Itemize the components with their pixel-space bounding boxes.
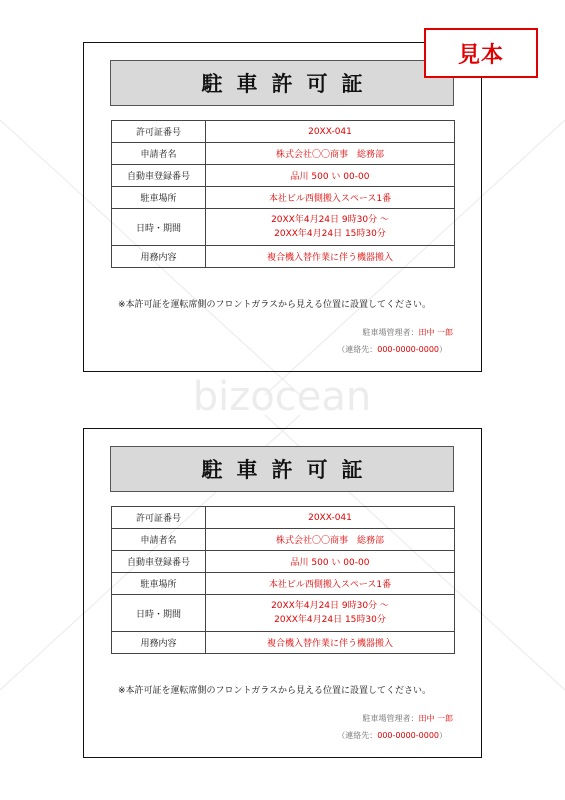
row-label: 駐車場所 [112,187,206,209]
row-label: 自動車登録番号 [112,551,206,573]
contact-suffix: ） [439,345,447,354]
manager-name: 田中 一郎 [418,714,453,723]
row-label: 申請者名 [112,143,206,165]
row-value: 品川 500 い 00-00 [206,165,455,187]
permit-title: 駐車許可証 [201,72,377,96]
row-value [206,595,455,632]
row-value: 株式会社〇〇商事 総務部 [206,143,455,165]
row-label: 許可証番号 [112,121,206,143]
permit-title: 駐車許可証 [201,458,377,482]
row-value-line: 20XX年4月24日 9時30分 ～ [271,601,389,611]
contact-line [337,730,447,741]
table-row [112,595,455,632]
manager-line [362,327,453,338]
row-value: 20XX-041 [206,121,455,143]
row-label: 駐車場所 [112,573,206,595]
row-value: 20XX-041 [206,507,455,529]
row-label: 許可証番号 [112,507,206,529]
contact-line [337,344,447,355]
permit-card-1 [83,42,482,372]
table-row [112,632,455,654]
row-label: 申請者名 [112,529,206,551]
table-row [112,246,455,268]
table-row [112,187,455,209]
manager-label: 駐車場管理者： [362,714,419,723]
row-label: 日時・期間 [112,209,206,246]
table-row [112,573,455,595]
table-row [112,507,455,529]
row-value: 品川 500 い 00-00 [206,551,455,573]
permit-info-table [111,506,455,654]
permit-info-table [111,120,455,268]
placement-note: ※本許可証を運転席側のフロントガラスから見える位置に設置してください。 [118,300,432,310]
row-value: 複合機入替作業に伴う機器搬入 [206,246,455,268]
contact-phone: 000-0000-0000 [377,731,439,740]
title-box [110,446,454,492]
table-row [112,209,455,246]
title-box [110,60,454,106]
contact-phone: 000-0000-0000 [377,345,439,354]
table-row [112,121,455,143]
manager-name: 田中 一郎 [418,328,453,337]
table-row [112,551,455,573]
row-label: 自動車登録番号 [112,165,206,187]
manager-line [362,713,453,724]
permit-card-2 [83,428,482,758]
row-value: 本社ビル西側搬入スペース1番 [206,573,455,595]
table-row [112,529,455,551]
row-label: 用務内容 [112,632,206,654]
placement-note: ※本許可証を運転席側のフロントガラスから見える位置に設置してください。 [118,686,432,696]
table-row [112,165,455,187]
watermark-text: bizocean [192,374,372,420]
row-value [206,209,455,246]
row-value-line: 20XX年4月24日 15時30分 [274,229,386,239]
contact-suffix: ） [439,731,447,740]
table-row [112,143,455,165]
row-value: 株式会社〇〇商事 総務部 [206,529,455,551]
row-label: 日時・期間 [112,595,206,632]
row-value: 複合機入替作業に伴う機器搬入 [206,632,455,654]
contact-prefix: （連絡先： [337,731,378,740]
row-value-line: 20XX年4月24日 9時30分 ～ [271,215,389,225]
row-value: 本社ビル西側搬入スペース1番 [206,187,455,209]
sample-stamp: 見本 [424,28,538,78]
row-value-line: 20XX年4月24日 15時30分 [274,615,386,625]
manager-label: 駐車場管理者： [362,328,419,337]
row-label: 用務内容 [112,246,206,268]
contact-prefix: （連絡先： [337,345,378,354]
